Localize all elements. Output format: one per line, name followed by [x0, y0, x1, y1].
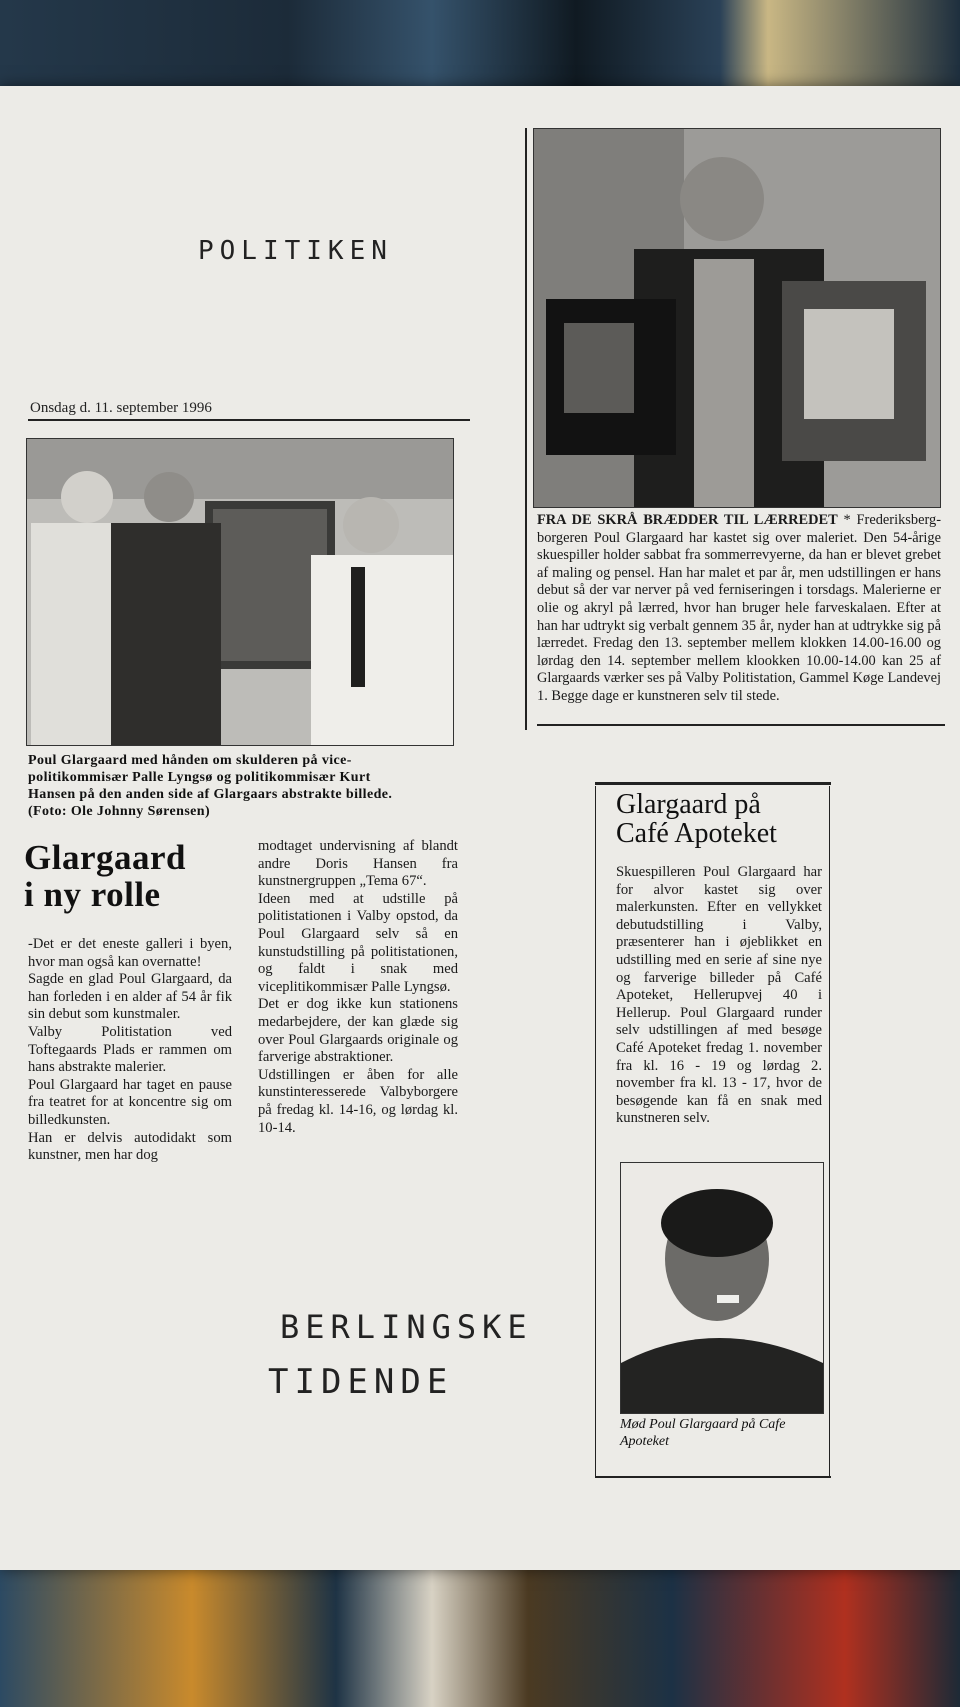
- handwritten-tidende: TIDENDE: [268, 1362, 454, 1402]
- actor-holding-paintings-image: [534, 129, 940, 507]
- three-men-painting-image: [27, 439, 453, 745]
- canvas-backdrop-bottom: [0, 1560, 960, 1707]
- dateline-rule: [28, 419, 470, 421]
- canvas-backdrop-top: [0, 0, 960, 100]
- police-photo-caption-text: Poul Glargaard med hånden om skulderen på vice- politikommisær Palle Lyngsø og politikommisær Kurt Hansen på den anden side af Glargaars abstrakte billede. (Foto: Ole Johnny Sørensen): [28, 753, 393, 819]
- berlingske-bottom-rule: [595, 1476, 831, 1478]
- police-station-photo: [26, 438, 454, 746]
- right-article-left-rule: [525, 128, 527, 730]
- actor-portrait-image: [621, 1163, 823, 1413]
- right-article-body: Frederiksberg-borgeren Poul Glargaard har kastet sig over maleriet. Den 54-årige skuespiller holder sabbat fra sommerrevyerne, da han er blevet grebet af maling og pensel. Han har malet et par år, men udstillingen er hans debut så der var nerver på ved ferniseringen i torsdags. Malerierne er olie og akryl på lærred, hvor han bruger hele farveskalaen. Efter at han har udtrykt sig verbalt gennem 35 år, nyder han at udtrykke sig på lærredet. Fredag den 13. september mellem klokken 14.00-16.00 og lørdag den 14. september mellem klookken 10.00-14.00 kan 25 af Glargaards værker ses på Valby Politistation, Gammel Køge Landevej 1. Begge dage er kunstneren selv til stede.: [537, 512, 941, 704]
- berlingske-body-text: Skuespilleren Poul Glargaard har for alvor kastet sig over malerkunsten. Efter en vellykket debutudstilling i Valby, præsenterer han i øjeblikket en udstilling med en serie af sine nye og farverige billeder på Café Apoteket, Hellerupvej 40 i Hellerup. Poul Glargaard runder selv udstillingen af med besøge Café Apoteket fredag 1. november fra kl. 16 - 19 og lørdag 2. november fra kl. 13 - 17, hvor de besøgende kan få en snak med kunstneren selv.: [616, 864, 822, 1127]
- right-article-caption: [537, 512, 941, 706]
- handwritten-berlingske: BERLINGSKE: [280, 1308, 533, 1346]
- politiken-column-1: [28, 936, 232, 1165]
- berlingske-headline: Glargaard på Café Apoteket: [616, 789, 777, 850]
- portrait-caption: Mød Poul Glargaard på Cafe Apoteket: [620, 1417, 786, 1449]
- actor-portrait-photo: [620, 1162, 824, 1414]
- politiken-headline: Glargaard i ny rolle: [24, 838, 186, 914]
- berlingske-body: [616, 864, 822, 1128]
- right-article-bottom-rule: [537, 724, 945, 726]
- right-article-caption-text: [537, 512, 941, 706]
- berlingske-top-rule: [595, 782, 831, 785]
- handwritten-politiken: POLITIKEN: [198, 236, 393, 266]
- right-article-lead: FRA DE SKRÅ BRÆDDER TIL LÆRREDET: [537, 512, 838, 528]
- politiken-column-2: [258, 838, 458, 1137]
- politiken-column-2-text: modtaget undervisning af blandt andre Doris Hansen fra kunstnergruppen „Tema 67“. Ideen med at udstille på politistationen i Valby opstod, da Poul Glargaard selv så en kunstudstilling på politistationen, og faldt i snak med viceplitikommisær Palle Lyngsø. Det er dog ikke kun stationens medarbejdere, der kan glæde sig over Poul Glargaards originale og farverige abstraktioner. Udstillingen er åben for alle kunstinteresserede Valbyborgere på fredag kl. 14-16, og lørdag kl. 10-14.: [258, 838, 458, 1136]
- dateline: Onsdag d. 11. september 1996: [30, 400, 212, 416]
- right-article-star: *: [837, 512, 857, 528]
- police-photo-caption: [28, 752, 468, 820]
- actor-with-paintings-photo: [533, 128, 941, 508]
- politiken-column-1-text: -Det er det eneste galleri i byen, hvor man også kan overnatte! Sagde en glad Poul Glargaard, da han forleden i en alder af 54 år fik sin debut som kunstmaler. Valby Politistation ved Toftegaards Plads er rammen om hans abstrakte malerier. Poul Glargaard har taget en pause fra teatret for at koncentre sig om billedkunsten. Han er delvis autodidakt som kunstner, men har dog: [28, 936, 232, 1164]
